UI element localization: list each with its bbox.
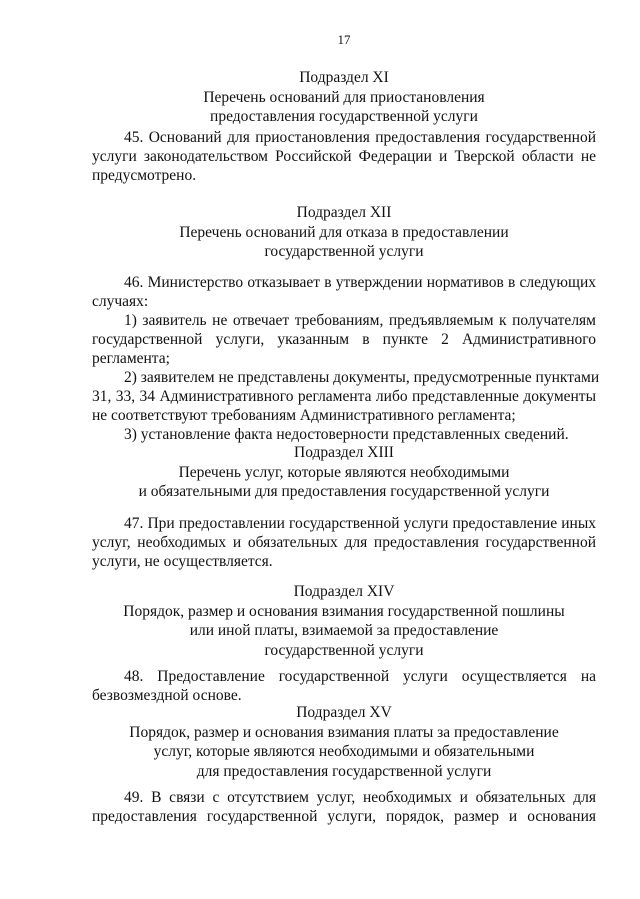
section-title-line: Перечень услуг, которые являются необходимыми	[178, 463, 510, 481]
section-header-xiii	[92, 443, 596, 502]
paragraph-line: предусмотрено.	[92, 167, 197, 184]
section-title-line: предоставления государственной услуги	[210, 108, 478, 125]
section-header-xii	[92, 203, 596, 262]
paragraph-line: услуги законодательством Российской Федерации и Тверской области не	[92, 148, 596, 165]
list-item-line: не соответствуют требованиям Административного регламента;	[92, 407, 516, 424]
paragraph-line: безвозмездной основе.	[92, 687, 242, 704]
paragraph-line: случаях:	[92, 293, 149, 310]
page-number: 17	[337, 32, 351, 47]
section-title-line: Перечень оснований для приостановления	[203, 88, 485, 106]
paragraph-49	[92, 788, 596, 826]
section-heading: Подраздел XII	[296, 204, 392, 221]
paragraph-line: 46. Министерство отказывает в утверждении нормативов в следующих	[124, 274, 596, 291]
paragraph-line: услуг, необходимых и обязательных для предоставления государственной	[92, 534, 596, 551]
paragraph-line: 48. Предоставление государственной услуги осуществляется на	[124, 668, 596, 685]
section-title-line: государственной услуги	[264, 243, 424, 260]
paragraph-line: 49. В связи с отсутствием услуг, необходимых и обязательных для	[124, 789, 596, 806]
paragraph-line: предоставления государственной услуги, порядок, размер и основания	[92, 808, 596, 825]
section-title-line: Перечень оснований для отказа в предоставлении	[179, 223, 509, 241]
list-item-line: 31, 33, 34 Административного регламента либо представленные документы	[92, 388, 596, 405]
paragraph-46	[92, 273, 600, 444]
paragraph-45	[92, 128, 596, 185]
paragraph-48	[92, 667, 596, 705]
section-title-line: для предоставления государственной услуги	[196, 762, 492, 780]
paragraph-line: 47. При предоставлении государственной услуги предоставление иных	[124, 515, 596, 532]
section-title-line: услуг, которые являются необходимыми и обязательными	[153, 743, 535, 760]
section-title-line: государственной услуги	[264, 641, 424, 659]
section-title-line: и обязательными для предоставления государственной услуги	[138, 483, 550, 500]
paragraph-line: 45. Оснований для приостановления предоставления государственной	[124, 129, 596, 146]
section-header-xv	[92, 703, 596, 781]
list-item-line: 2) заявителем не представлены документы, предусмотренные пунктами	[124, 369, 600, 386]
paragraph-line: услуги, не осуществляется.	[92, 553, 273, 570]
section-heading: Подраздел XI	[299, 69, 389, 86]
section-heading: Подраздел XIV	[293, 583, 395, 600]
list-item-line: регламента;	[92, 350, 170, 367]
section-heading: Подраздел XIII	[294, 444, 394, 461]
paragraph-47	[92, 514, 596, 571]
section-header-xiv	[92, 582, 596, 660]
section-heading: Подраздел XV	[296, 704, 392, 721]
list-item-line: 1) заявитель не отвечает требованиям, предъявляемым к получателям	[124, 312, 596, 329]
section-title-line: Порядок, размер и основания взимания платы за предоставление	[129, 723, 559, 741]
section-title-line: Порядок, размер и основания взимания государственной пошлины	[123, 602, 565, 620]
section-header-xi	[92, 68, 596, 127]
list-item-line: государственной услуги, указанным в пункте 2 Административного	[92, 331, 596, 348]
list-item-line: 3) установление факта недостоверности представленных сведений.	[124, 426, 569, 443]
section-title-line: или иной платы, взимаемой за предоставление	[189, 622, 499, 639]
